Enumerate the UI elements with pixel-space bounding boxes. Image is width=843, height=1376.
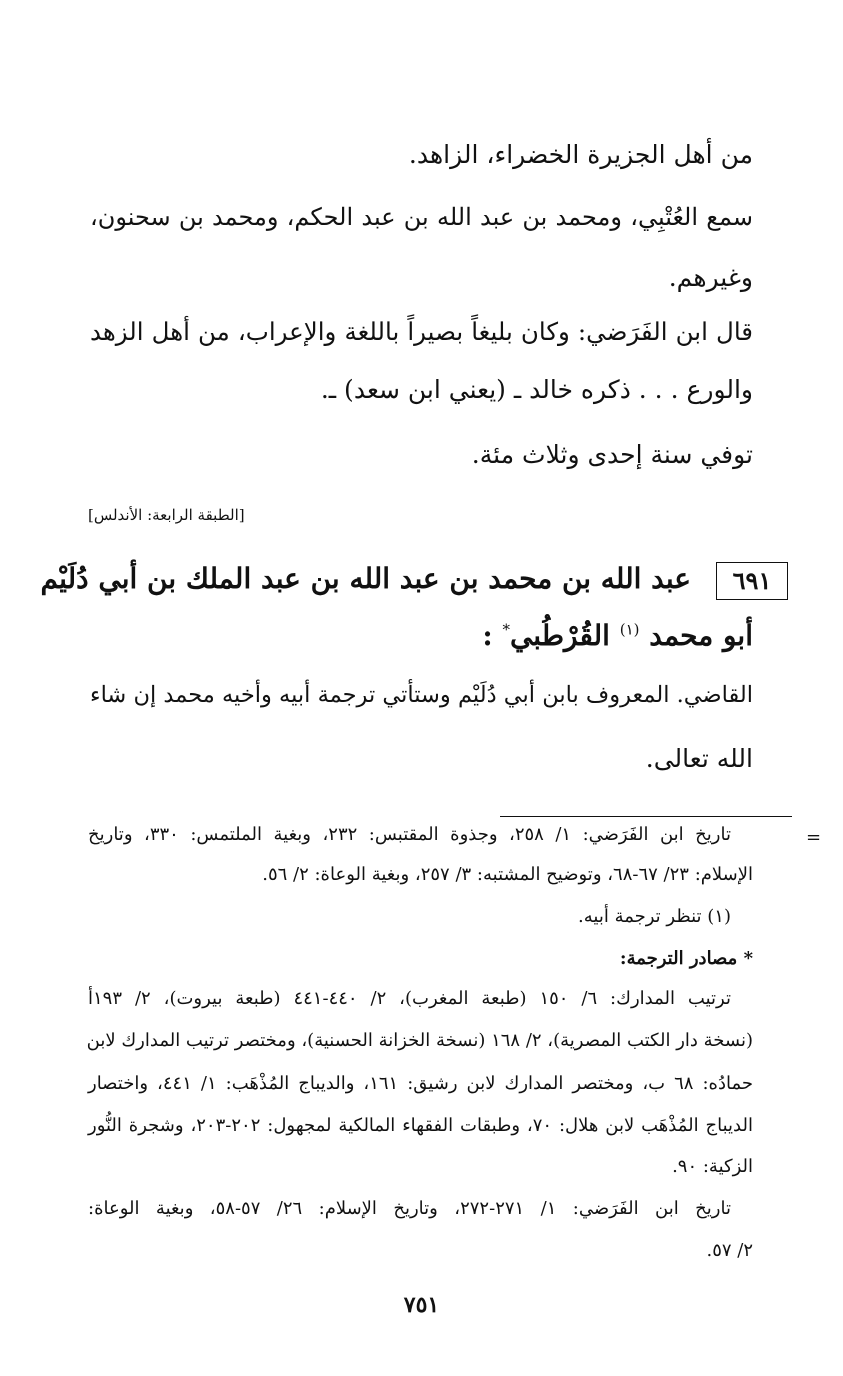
footnote-line: الإسلام: ٢٣/ ٦٧-٦٨، وتوضيح المشتبه: ٣/ ٢٥٧، وبغية الوعاة: ٢/ ٥٦. bbox=[262, 864, 753, 885]
entry-heading-line1: عبد الله بن محمد بن عبد الله بن عبد الملك بن أبي دُلَيْم bbox=[40, 562, 691, 595]
entry-text-line: الله تعالى. bbox=[645, 744, 753, 773]
sources-line: ٢/ ٥٧. bbox=[706, 1240, 753, 1261]
entry-text-line: القاضي. المعروف بابن أبي دُلَيْم وستأتي ترجمة أبيه وأخيه محمد إن شاء bbox=[90, 682, 753, 708]
nisba: القُرْطُبي bbox=[509, 619, 610, 652]
page-number: ٧٥١ bbox=[403, 1292, 440, 1318]
footnote-separator bbox=[500, 816, 792, 817]
body-line: توفي سنة إحدى وثلاث مئة. bbox=[471, 440, 753, 469]
body-line: وغيرهم. bbox=[668, 263, 753, 292]
sources-line: تاريخ ابن الفَرَضي: ١/ ٢٧١-٢٧٢، وتاريخ الإسلام: ٢٦/ ٥٧-٥٨، وبغية الوعاة: bbox=[88, 1198, 731, 1219]
footnote-1: (١) تنظر ترجمة أبيه. bbox=[578, 906, 731, 927]
heading-colon: : bbox=[482, 619, 493, 652]
body-line: من أهل الجزيرة الخضراء، الزاهد. bbox=[408, 140, 753, 169]
continuation-mark: = bbox=[806, 827, 822, 848]
body-line: والورع . . . ذكره خالد ـ (يعني ابن سعد) ـ. bbox=[320, 375, 753, 404]
sources-line: ترتيب المدارك: ٦/ ١٥٠ (طبعة المغرب)، ٢/ ٤٤٠-٤٤١ (طبعة بيروت)، ٢/ ١٩٣أ bbox=[88, 988, 731, 1009]
sources-star: * bbox=[502, 620, 510, 639]
section-label: [الطبقة الرابعة: الأندلس] bbox=[88, 506, 245, 524]
sources-heading: * مصادر الترجمة: bbox=[619, 948, 753, 969]
sources-line: الزكية: ٩٠. bbox=[672, 1156, 753, 1177]
footnote-line: تاريخ ابن الفَرَضي: ١/ ٢٥٨، وجذوة المقتبس: ٢٣٢، وبغية الملتمس: ٣٣٠، وتاريخ bbox=[88, 824, 731, 845]
entry-heading-line2 bbox=[482, 619, 753, 652]
sources-line: حمادُه: ٦٨ ب، ومختصر المدارك لابن رشيق: ١٦١، والديباج المُذْهَب: ١/ ٤٤١، واختصار bbox=[88, 1073, 753, 1094]
sources-line: الديباج المُذْهَب لابن هلال: ٧٠، وطبقات الفقهاء المالكية لمجهول: ٢٠٢-٢٠٣، وشجرة النُّور bbox=[88, 1115, 753, 1136]
body-line: سمع العُتْبِي، ومحمد بن عبد الله بن عبد الحكم، ومحمد بن سحنون، bbox=[90, 203, 753, 231]
body-line: قال ابن الفَرَضي: وكان بليغاً بصيراً باللغة والإعراب، من أهل الزهد bbox=[90, 317, 753, 346]
kunya: أبو محمد bbox=[649, 619, 753, 652]
footnote-ref: (١) bbox=[619, 620, 640, 639]
entry-number-box: ٦٩١ bbox=[716, 562, 788, 600]
sources-line: (نسخة دار الكتب المصرية)، ٢/ ١٦٨ (نسخة الخزانة الحسنية)، ومختصر ترتيب المدارك لابن bbox=[86, 1030, 753, 1051]
